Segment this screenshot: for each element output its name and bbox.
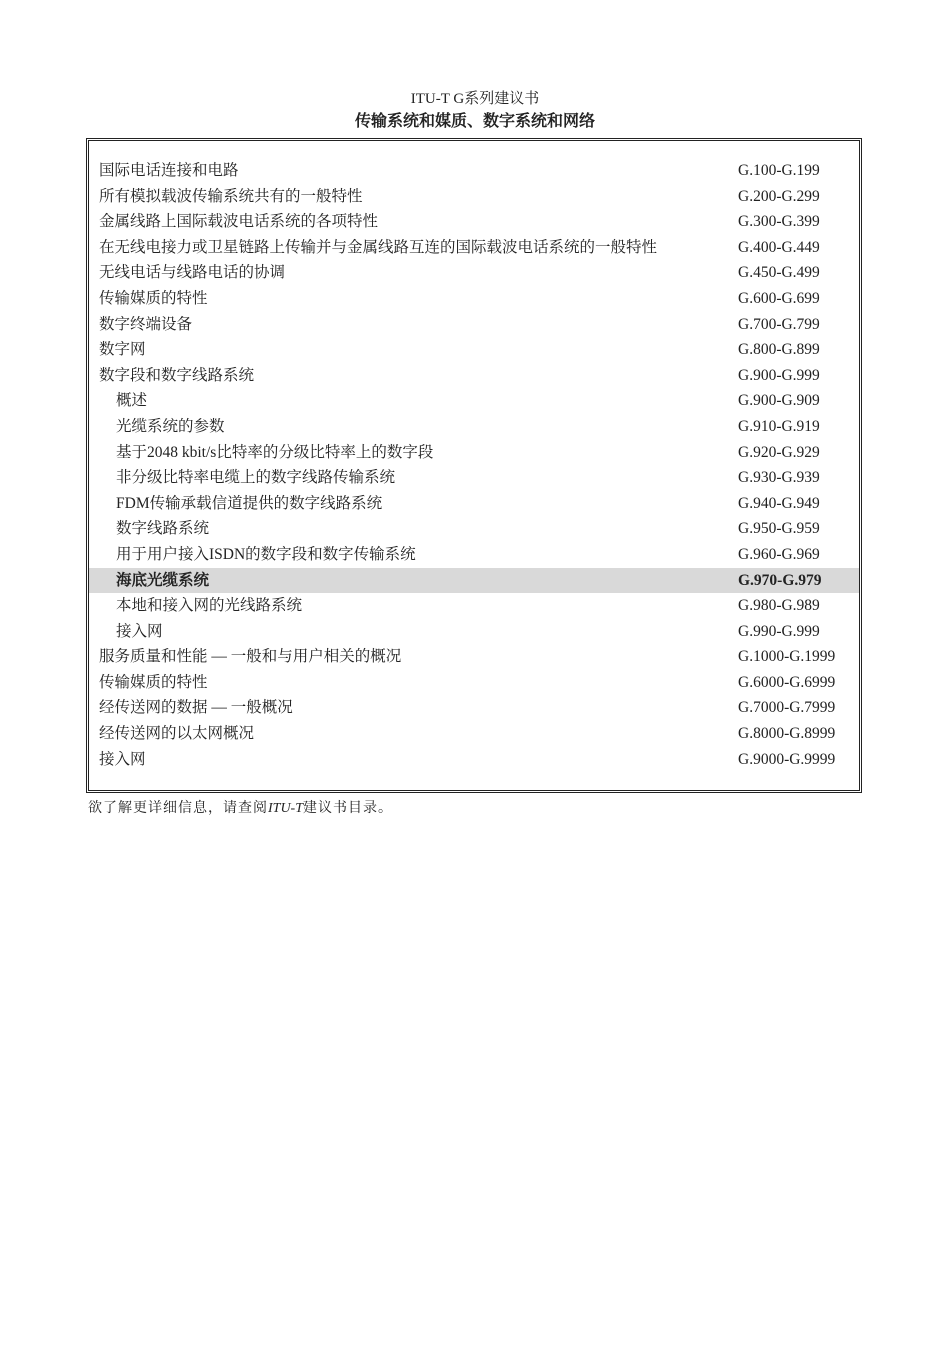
row-title: 在无线电接力或卫星链路上传输并与金属线路互连的国际载波电话系统的一般特性: [99, 238, 658, 256]
row-title: FDM传输承载信道提供的数字线路系统: [116, 494, 383, 512]
document-header: [0, 88, 950, 134]
table-row: [89, 337, 859, 363]
row-range: G.800-G.899: [738, 341, 820, 359]
table-row: [89, 568, 859, 594]
row-title: 概述: [116, 392, 148, 410]
table-row: [89, 414, 859, 440]
row-range: G.700-G.799: [738, 315, 820, 333]
row-range: G.920-G.929: [738, 443, 820, 461]
table-row: [89, 542, 859, 568]
row-title: 光缆系统的参数: [116, 417, 225, 435]
row-title: 用于用户接入ISDN的数字段和数字传输系统: [116, 545, 416, 563]
row-range: G.930-G.939: [738, 469, 820, 487]
row-title: 海底光缆系统: [116, 571, 210, 589]
row-range: G.9000-G.9999: [738, 750, 836, 768]
table-row: [89, 440, 859, 466]
table-row: [89, 695, 859, 721]
row-range: G.200-G.299: [738, 187, 820, 205]
series-subtitle: 传输系统和媒质、数字系统和网络: [354, 113, 595, 130]
footnote: [88, 798, 393, 820]
table-row: [89, 363, 859, 389]
row-title: 经传送网的数据 — 一般概况: [99, 699, 293, 717]
row-title: 数字终端设备: [99, 315, 193, 333]
table-row: [89, 721, 859, 747]
row-range: G.1000-G.1999: [738, 648, 836, 666]
row-range: G.300-G.399: [738, 213, 820, 231]
row-title: 经传送网的以太网概况: [99, 725, 255, 743]
table-row: [89, 465, 859, 491]
recommendation-table: [86, 138, 862, 793]
row-range: G.6000-G.6999: [738, 673, 836, 691]
table-row: [89, 747, 859, 773]
row-range: G.910-G.919: [738, 417, 820, 435]
footnote-prefix: 欲了解更详细信息，请查阅: [88, 801, 268, 816]
row-range: G.600-G.699: [738, 289, 820, 307]
row-title: 非分级比特率电缆上的数字线路传输系统: [116, 469, 396, 487]
row-title: 本地和接入网的光线路系统: [116, 597, 303, 615]
table-row: [89, 235, 859, 261]
table-row: [89, 644, 859, 670]
row-title: 数字段和数字线路系统: [99, 366, 255, 384]
table-row: [89, 670, 859, 696]
row-range: G.990-G.999: [738, 622, 820, 640]
row-range: G.970-G.979: [738, 571, 822, 589]
row-range: G.960-G.969: [738, 545, 820, 563]
row-range: G.980-G.989: [738, 597, 820, 615]
table-row: [89, 286, 859, 312]
row-title: 服务质量和性能 — 一般和与用户相关的概况: [99, 648, 402, 666]
row-title: 接入网: [116, 622, 163, 640]
table-row: [89, 312, 859, 338]
table-row: [89, 491, 859, 517]
row-title: 接入网: [99, 750, 146, 768]
row-range: G.450-G.499: [738, 264, 820, 282]
row-title: 无线电话与线路电话的协调: [99, 264, 286, 282]
table-row: [89, 619, 859, 645]
row-title: 传输媒质的特性: [99, 289, 208, 307]
series-title: ITU-T G系列建议书: [410, 91, 540, 107]
row-range: G.7000-G.7999: [738, 699, 836, 717]
footnote-italic: ITU-T: [268, 801, 304, 816]
row-title: 所有模拟载波传输系统共有的一般特性: [99, 187, 363, 205]
row-range: G.900-G.999: [738, 366, 820, 384]
table-row: [89, 209, 859, 235]
row-title: 数字网: [99, 341, 146, 359]
table-row: [89, 593, 859, 619]
row-range: G.940-G.949: [738, 494, 820, 512]
row-range: G.950-G.959: [738, 520, 820, 538]
row-range: G.8000-G.8999: [738, 725, 836, 743]
row-title: 金属线路上国际载波电话系统的各项特性: [99, 213, 379, 231]
row-range: G.400-G.449: [738, 238, 820, 256]
row-range: G.900-G.909: [738, 392, 820, 410]
row-range: G.100-G.199: [738, 162, 820, 179]
table-row: [89, 184, 859, 210]
row-title: 数字线路系统: [116, 520, 210, 538]
row-title: 国际电话连接和电路: [99, 162, 239, 179]
row-title: 基于2048 kbit/s比特率的分级比特率上的数字段: [116, 443, 434, 461]
table-row: [89, 260, 859, 286]
table-row: [89, 158, 859, 184]
table-row: [89, 516, 859, 542]
table-rows: [89, 158, 859, 772]
row-title: 传输媒质的特性: [99, 673, 208, 691]
footnote-suffix: 建议书目录。: [303, 801, 394, 816]
table-row: [89, 388, 859, 414]
